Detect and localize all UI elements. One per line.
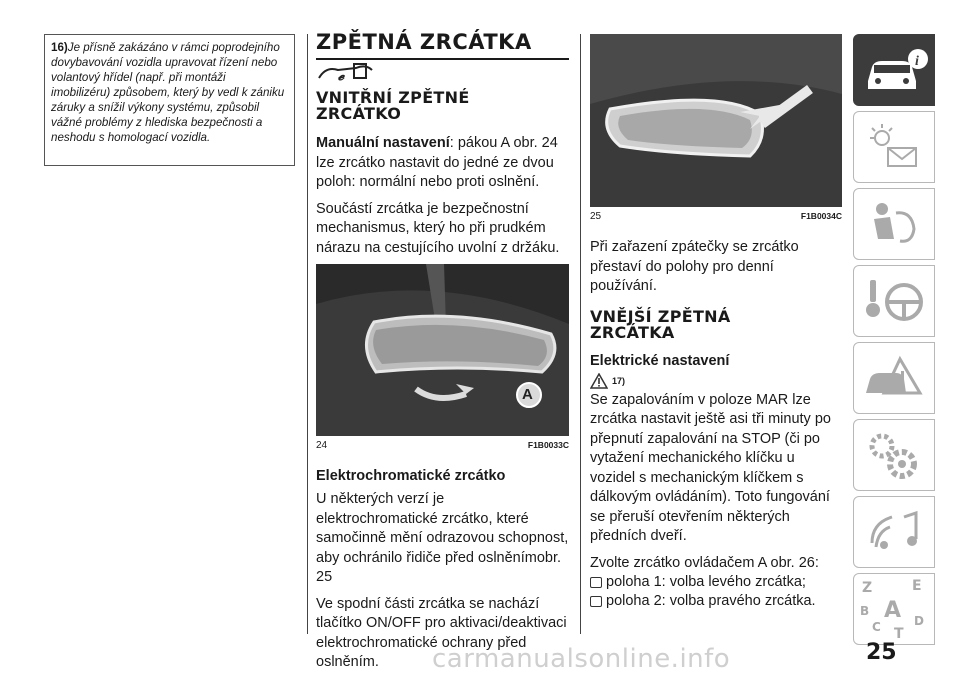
tab-index[interactable]: [853, 573, 935, 645]
manual-adjust-label: Manuální nastavení: [316, 135, 450, 151]
figure-24-number: 24: [316, 440, 328, 451]
figure-25-number: 25: [590, 211, 602, 222]
warning-triangle-icon: [590, 373, 608, 389]
note-number: 16): [51, 41, 68, 54]
column-divider-left: [307, 34, 308, 634]
exterior-paragraph-1: Se zapalováním v poloze MAR lze zrcátka nastavit ještě asi tři minuty po přepnutí zapalování na STOP (či po vytažení mechanického klíčku u vozidel s mechanickým klíčkem s dálkovým ovládáním). Toto fungování se přeruší otevřením některých předních dveří.: [590, 391, 831, 544]
index-letter: D: [914, 614, 924, 628]
index-letter: C: [872, 620, 881, 634]
column-divider-right: [580, 34, 581, 634]
bullet-item: [590, 592, 842, 611]
exterior-mirror-heading: VNĚJŠÍ ZPĚTNÁ ZRCÁTKA: [590, 306, 731, 342]
figure-24-label-a: A: [522, 386, 533, 403]
figure-24-caption: [316, 440, 569, 451]
electrochromatic-paragraph-1: U některých verzí je elektrochromatické zrcátko, které samočinně mění odrazovou schopnost, aby ochránilo řidiče před oslněnímobr. 25: [316, 491, 569, 585]
warning-note-box: [44, 34, 295, 166]
chapter-tabs: [853, 34, 935, 650]
svg-text:𝓮: 𝓮: [338, 69, 345, 84]
tab-emergency[interactable]: [853, 342, 935, 414]
bullet-text: poloha 2: volba pravého zrcátka.: [606, 593, 816, 609]
section-title: ZPĚTNÁ ZRCÁTKA: [316, 30, 569, 60]
svg-text:i: i: [915, 54, 919, 69]
bullet-item: [590, 573, 842, 592]
index-letter: T: [894, 626, 904, 642]
gears-icon: [860, 426, 930, 486]
key-steering-wheel-icon: [860, 272, 930, 332]
electrochromatic-paragraph-2: Ve spodní části zrcátka se nachází tlačítko ON/OFF pro aktivaci/deaktivaci elektrochromatické ochrany před oslněním.: [316, 595, 567, 670]
figure-24-code: F1B0033C: [527, 440, 569, 450]
bullet-box-icon: [590, 596, 602, 607]
tab-multimedia[interactable]: [853, 496, 935, 568]
tab-vehicle-info[interactable]: [853, 34, 935, 106]
manual-adjust-paragraph: [316, 134, 566, 193]
tab-safety[interactable]: [853, 188, 935, 260]
car-info-icon: [860, 41, 930, 101]
bullet-box-icon: [590, 577, 602, 588]
note-text: Je přísně zakázáno v rámci poprodejního dovybavování vozidla upravovat řízení nebo volantový hřídel (např. při montáži imobilizéru) způsobem, který by vedl k zániku záruky a snížil výkony systému, způsobil vážné problémy z hlediska bezpečnosti a neshodu s homologací vozidla.: [51, 41, 285, 144]
emergency-car-icon: [860, 349, 930, 409]
figure-25-caption: [590, 211, 842, 222]
index-letter: B: [860, 604, 870, 618]
bullet-text: poloha 1: volba levého zrcátka;: [606, 574, 806, 590]
figure-25-image: [590, 34, 842, 207]
index-letters-icon: [854, 574, 936, 646]
airbag-person-icon: [860, 195, 930, 255]
warning-reference: [590, 373, 842, 389]
inline-mirror-icon: [316, 60, 376, 89]
multimedia-icon: [860, 503, 930, 563]
interior-mirror-heading: VNITŘNÍ ZPĚTNÉ ZRCÁTKO: [316, 88, 470, 123]
index-letter: A: [884, 598, 902, 623]
electric-adjust-heading: Elektrické nastavení: [590, 352, 730, 369]
tab-maintenance[interactable]: [853, 419, 935, 491]
figure-25-code: F1B0034C: [800, 211, 842, 221]
reverse-gear-paragraph: Při zařazení zpátečky se zrcátko přestaví do polohy pro denní používání.: [590, 239, 799, 294]
electrochromatic-heading: Elektrochromatické zrcátko: [316, 468, 506, 484]
tab-dashboard[interactable]: [853, 111, 935, 183]
page-number: 25: [866, 640, 897, 665]
exterior-paragraph-2: Zvolte zrcátko ovládačem A obr. 26:: [590, 554, 819, 571]
warning-lights-icon: [860, 118, 930, 178]
warning-ref-number: 17): [612, 375, 626, 386]
watermark: carmanualsonline.info: [432, 644, 731, 674]
manual-adjust-text: : pákou A obr. 24 lze zrcátko nastavit do jedné ze dvou poloh: normální nebo proti oslnění.: [316, 135, 558, 190]
tab-starting-driving[interactable]: [853, 265, 935, 337]
figure-24-image: [316, 264, 569, 436]
index-letter: Z: [862, 580, 873, 596]
safety-paragraph: Součástí zrcátka je bezpečnostní mechanismus, který ho při prudkém nárazu na cestujícího uvolní z držáku.: [316, 200, 560, 256]
index-letter: E: [912, 578, 922, 594]
